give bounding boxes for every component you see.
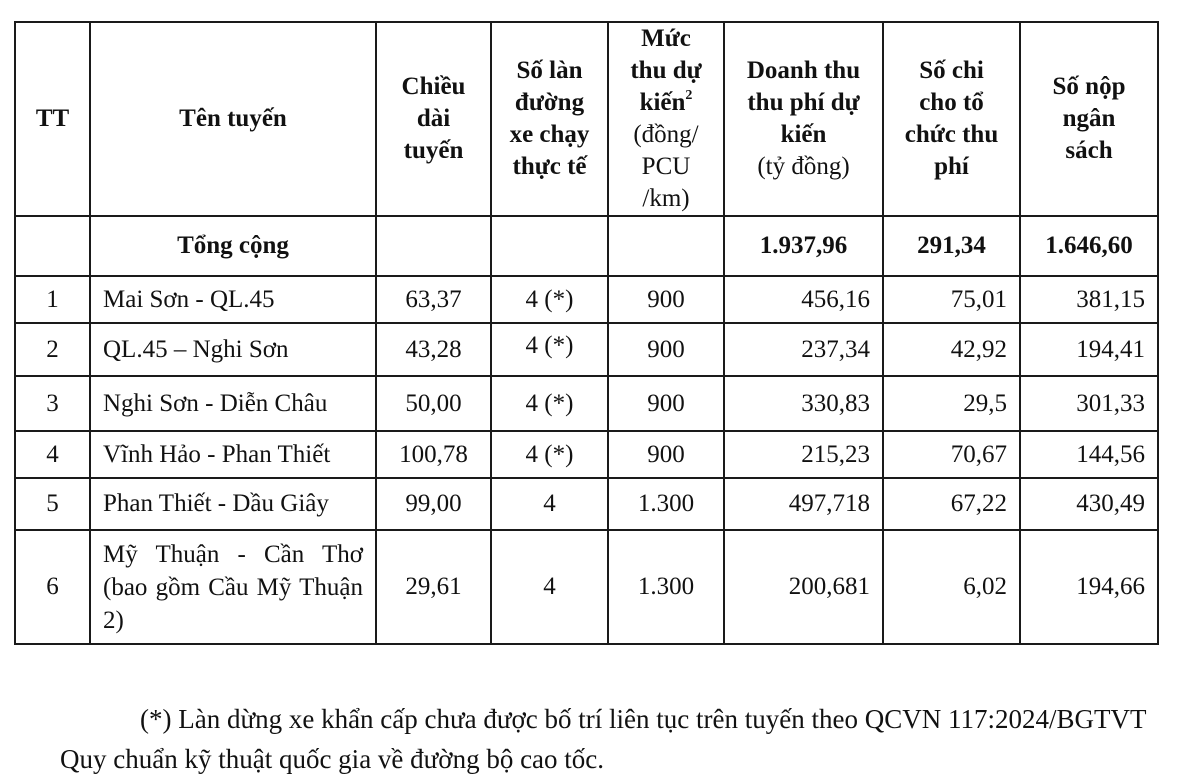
row-expense: 70,67 bbox=[883, 431, 1020, 478]
header-budget-line: sách bbox=[1065, 137, 1113, 164]
row-route-name: Phan Thiết - Dầu Giây bbox=[90, 478, 376, 530]
row-expense: 42,92 bbox=[883, 323, 1020, 376]
total-length bbox=[376, 216, 491, 276]
row-length: 99,00 bbox=[376, 478, 491, 530]
row-lanes: 4 (*) bbox=[491, 323, 608, 376]
row-budget: 301,33 bbox=[1020, 376, 1158, 431]
footnote-marker: 2 bbox=[685, 88, 693, 103]
total-row bbox=[15, 216, 1158, 276]
header-tt: TT bbox=[15, 22, 90, 216]
header-lanes-line: xe chạy bbox=[509, 121, 590, 148]
header-length bbox=[376, 22, 491, 216]
header-rate-unit: (đồng/ bbox=[633, 121, 699, 148]
row-rate: 900 bbox=[608, 276, 724, 323]
total-expense: 291,34 bbox=[883, 216, 1020, 276]
header-route-name: Tên tuyến bbox=[90, 22, 376, 216]
header-budget-line: ngân bbox=[1062, 105, 1116, 132]
total-budget: 1.646,60 bbox=[1020, 216, 1158, 276]
header-expense-line: Số chi bbox=[919, 57, 984, 84]
row-expense: 6,02 bbox=[883, 530, 1020, 644]
total-revenue: 1.937,96 bbox=[724, 216, 883, 276]
total-label: Tổng cộng bbox=[90, 216, 376, 276]
header-rate-line bbox=[617, 87, 715, 119]
row-expense: 29,5 bbox=[883, 376, 1020, 431]
row-route-name: Nghi Sơn - Diễn Châu bbox=[90, 376, 376, 431]
row-length: 43,28 bbox=[376, 323, 491, 376]
row-length: 29,61 bbox=[376, 530, 491, 644]
header-length-line: dài bbox=[416, 105, 451, 132]
header-lanes-line: đường bbox=[514, 89, 585, 116]
header-revenue bbox=[724, 22, 883, 216]
row-budget: 144,56 bbox=[1020, 431, 1158, 478]
row-length: 63,37 bbox=[376, 276, 491, 323]
header-length-line: Chiều bbox=[401, 73, 466, 100]
table-row bbox=[15, 431, 1158, 478]
row-tt: 6 bbox=[15, 530, 90, 644]
table-row bbox=[15, 530, 1158, 644]
header-revenue-line: kiến bbox=[780, 121, 827, 148]
header-revenue-line: thu phí dự bbox=[747, 89, 860, 116]
row-route-name: Vĩnh Hảo - Phan Thiết bbox=[90, 431, 376, 478]
header-rate-line: thu dự bbox=[630, 57, 702, 84]
row-revenue: 215,23 bbox=[724, 431, 883, 478]
row-rate: 1.300 bbox=[608, 530, 724, 644]
table-row bbox=[15, 376, 1158, 431]
header-budget-line: Số nộp bbox=[1052, 73, 1126, 100]
row-route-name: Mỹ Thuận - Cần Thơ (bao gồm Cầu Mỹ Thuận 2) bbox=[90, 530, 376, 644]
footnote: (*) Làn dừng xe khẩn cấp chưa được bố trí liên tục trên tuyến theo QCVN 117:2024/BGTVT Quy chuẩn kỹ thuật quốc gia về đường bộ cao tốc. bbox=[60, 704, 1146, 774]
row-lanes: 4 (*) bbox=[491, 376, 608, 431]
header-lanes bbox=[491, 22, 608, 216]
row-lanes: 4 bbox=[491, 530, 608, 644]
row-revenue: 497,718 bbox=[724, 478, 883, 530]
row-expense: 67,22 bbox=[883, 478, 1020, 530]
total-lanes bbox=[491, 216, 608, 276]
row-revenue: 456,16 bbox=[724, 276, 883, 323]
header-revenue-unit: (tỷ đồng) bbox=[757, 153, 850, 180]
header-row bbox=[15, 22, 1158, 216]
table-row bbox=[15, 323, 1158, 376]
row-route-name: Mai Sơn - QL.45 bbox=[90, 276, 376, 323]
row-tt: 4 bbox=[15, 431, 90, 478]
row-tt: 2 bbox=[15, 323, 90, 376]
row-revenue: 330,83 bbox=[724, 376, 883, 431]
header-lanes-line: thực tế bbox=[512, 153, 587, 180]
row-revenue: 200,681 bbox=[724, 530, 883, 644]
table-row bbox=[15, 276, 1158, 323]
header-expense bbox=[883, 22, 1020, 216]
row-rate: 1.300 bbox=[608, 478, 724, 530]
row-length: 50,00 bbox=[376, 376, 491, 431]
row-revenue: 237,34 bbox=[724, 323, 883, 376]
row-tt: 3 bbox=[15, 376, 90, 431]
header-lanes-line: Số làn bbox=[516, 57, 583, 84]
table-row bbox=[15, 478, 1158, 530]
header-expense-line: phí bbox=[934, 153, 969, 180]
header-rate-unit: /km) bbox=[642, 185, 690, 212]
row-tt: 1 bbox=[15, 276, 90, 323]
row-budget: 194,41 bbox=[1020, 323, 1158, 376]
header-rate bbox=[608, 22, 724, 216]
header-expense-line: cho tổ bbox=[919, 89, 984, 116]
row-lanes: 4 bbox=[491, 478, 608, 530]
header-rate-line: Mức bbox=[641, 25, 691, 52]
row-rate: 900 bbox=[608, 323, 724, 376]
row-budget: 194,66 bbox=[1020, 530, 1158, 644]
row-budget: 430,49 bbox=[1020, 478, 1158, 530]
toll-revenue-table bbox=[14, 21, 1159, 645]
header-budget bbox=[1020, 22, 1158, 216]
header-rate-unit: PCU bbox=[641, 153, 691, 180]
row-tt: 5 bbox=[15, 478, 90, 530]
header-revenue-line: Doanh thu bbox=[746, 57, 861, 84]
row-expense: 75,01 bbox=[883, 276, 1020, 323]
row-lanes: 4 (*) bbox=[491, 431, 608, 478]
row-length: 100,78 bbox=[376, 431, 491, 478]
header-rate-text: kiến bbox=[639, 89, 686, 116]
row-rate: 900 bbox=[608, 376, 724, 431]
row-route-name: QL.45 – Nghi Sơn bbox=[90, 323, 376, 376]
row-budget: 381,15 bbox=[1020, 276, 1158, 323]
total-rate bbox=[608, 216, 724, 276]
header-length-line: tuyến bbox=[403, 137, 464, 164]
row-lanes: 4 (*) bbox=[491, 276, 608, 323]
total-tt bbox=[15, 216, 90, 276]
header-expense-line: chức thu bbox=[904, 121, 999, 148]
row-rate: 900 bbox=[608, 431, 724, 478]
